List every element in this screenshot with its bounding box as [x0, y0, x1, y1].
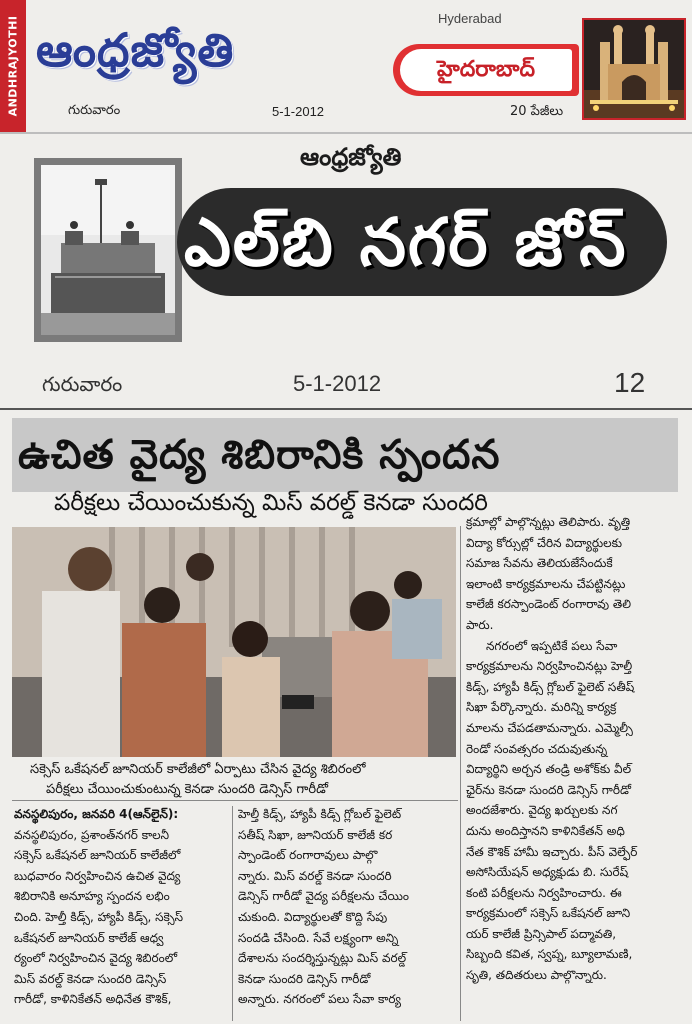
text-line: కంటి పరీక్షలను నిర్వహించారు. ఈ [466, 885, 622, 900]
masthead-divider [0, 132, 692, 134]
masthead-page-count: 20 పేజీలు [510, 104, 564, 119]
photo-caption-line-1: సక్సెస్ ఒకేషనల్ జూనియర్ కాలేజీలో ఏర్పాటు చేసిన వైద్య శిబిరంలో [30, 762, 366, 777]
text-line: విద్యార్థిని అర్చన తండ్రి అశోక్‌కు వీల్ [466, 762, 632, 777]
masthead-date: 5-1-2012 [272, 104, 325, 119]
text-line: అందజేశారు. వైద్య ఖర్చులకు నగ [466, 803, 618, 818]
text-line: ఒకేషనల్ జూనియర్ కాలేజ్ ఆధ్వ [14, 930, 164, 945]
article-column-3 [466, 512, 688, 986]
column-divider-1 [232, 806, 233, 1021]
text-line: న్నారు. మిస్ వరల్డ్ కెనడా సుందరి [238, 868, 392, 883]
masthead-day: గురువారం [68, 103, 121, 118]
page-header-divider [0, 408, 692, 410]
edition-name-english: Hyderabad [438, 11, 502, 26]
text-line: రెండో సంవత్సరం చదువుతున్న [466, 741, 608, 756]
text-line: సక్సెస్ ఒకేషనల్ జూనియర్ కాలేజీలో [14, 848, 181, 863]
text-line: ర్యంలో నిర్వహించిన వైద్య శిబిరంలో [14, 951, 178, 966]
text-line: మిస్ వరల్డ్ కెనడా సుందరి డెన్సిస్ [14, 971, 167, 986]
zone-banner-photo [34, 158, 182, 342]
article-dateline: వనస్థలిపురం, జనవరి 4(ఆన్‌లైన్): [14, 807, 179, 821]
page-date: 5-1-2012 [293, 371, 382, 396]
text-line: సమాజ సేవను తెలియజేసేందుకే [466, 556, 613, 571]
text-line: సిబ్బంది కవిత, స్వప్న, బ్యూలామణి, [466, 947, 633, 962]
text-line: కిడ్స్, హ్యాపీ కిడ్స్ గ్లోబల్ ఫైలెట్ సతీష్ [466, 679, 635, 694]
caption-divider [12, 800, 458, 801]
page-day: గురువారం [42, 372, 123, 396]
text-line: నేత కౌశిక్ హామీ ఇచ్చారు. పీస్ వెల్ఫేర్ [466, 844, 638, 859]
text-line: వనస్థలిపురం, ప్రశాంత్‌నగర్ కాలనీ [14, 827, 170, 842]
text-line: విద్యా కోర్సుల్లో చేరిన విద్యార్థులకు [466, 535, 623, 550]
text-line: క్రమాల్లో పాల్గొన్నట్లు తెలిపారు. వృత్తి [466, 515, 631, 529]
text-line: సృతి, తదితరులు పాల్గొన్నారు. [466, 968, 607, 983]
text-line: సిఖా పేర్కొన్నారు. మరిన్ని కార్యక్ర [466, 700, 617, 715]
text-line: యర్ కాలేజీ ప్రిన్సిపాల్ పద్మావతి, [466, 926, 617, 941]
text-line: శిబిరానికి అనూహ్య స్పందన లభిం [14, 889, 170, 904]
column-divider-2 [460, 526, 461, 1021]
zone-title: ఎల్‌బి నగర్ జోన్ [184, 204, 628, 281]
charminar-photo [582, 18, 686, 120]
text-line: సందడి చేసింది. సేవే లక్ష్యంగా అన్ని [238, 930, 399, 945]
text-line: అసోసియేషన్ అధ్యక్షుడు బి. సురేష్ [466, 865, 629, 880]
article-column-1 [14, 804, 230, 1010]
article-subheadline: పరీక్షలు చేయించుకున్న మిస్ వరల్డ్ కెనడా సుందరి [54, 490, 488, 516]
text-line: ఇలాంటి కార్యక్రమాలను చేపట్టినట్లు [466, 576, 626, 591]
text-line: దును అందిస్తానని కాళినికేతన్ అధి [466, 823, 625, 838]
text-line: హెల్తీ కిడ్స్, హ్యాపీ కిడ్స్ గ్లోబల్ ఫైలెట్ [238, 807, 402, 821]
article-photo [12, 527, 456, 757]
text-line: బుధవారం నిర్వహించిన ఉచిత వైద్య [14, 868, 181, 883]
article-column-2 [238, 804, 456, 1010]
text-line: చింది. హెల్తీ కిడ్స్, హ్యాపీ కిడ్స్, సక్సెస్ [14, 909, 184, 924]
zone-small-logo: ఆంధ్రజ్యోతి [300, 143, 402, 171]
page-number: 12 [614, 367, 646, 398]
text-line: సతీష్ సిఖా, జూనియర్ కాలేజీ కర [238, 827, 393, 842]
text-line: కెనడా సుందరి డెన్సిస్ గారీడో [238, 971, 371, 986]
text-line: కాలేజీ కరస్పాండెంట్ రంగారావు తెలి [466, 597, 632, 612]
text-line: స్పాండెంట్ రంగారావులు పాల్గొ [238, 848, 378, 863]
text-line: నగరంలో ఇప్పటికే పలు సేవా [486, 638, 618, 653]
text-line: ఛైర్‌ను కెనడా సుందరి డెన్సిస్ గారీడో [466, 782, 631, 797]
newspaper-logo: ఆంధ్రజ్యోతి [36, 23, 235, 77]
text-line: కార్యక్రమంలో సక్సెస్ ఒకేషనల్ జూని [466, 906, 631, 921]
side-strip-text: ANDHRAJYOTHI [6, 15, 20, 117]
text-line: కార్యక్రమాలను నిర్వహించినట్లు హెల్తీ [466, 659, 633, 674]
text-line: డెన్సిస్ గారీడో వైద్య పరీక్షలను చేయిం [238, 889, 410, 904]
text-line: గారీడో, కాళినికేతన్ అధినేత కౌశిక్, [14, 992, 172, 1007]
masthead-side-strip [0, 0, 26, 132]
edition-name-telugu: హైదరాబాద్ [400, 49, 572, 91]
text-line: దేశాలను సందర్శిస్తున్నట్లు మిస్ వరల్డ్ [238, 951, 407, 966]
text-line: అన్నారు. నగరంలో పలు సేవా కార్య [238, 992, 401, 1007]
text-line: చుకుంది. విద్యార్థులతో కొద్ది సేపు [238, 909, 388, 924]
article-headline: ఉచిత వైద్య శిబిరానికి స్పందన [18, 432, 501, 478]
photo-caption-line-2: పరీక్షలు చేయించుకుంటున్న కెనడా సుందరి డెన్సిస్ గారీడో [46, 782, 329, 797]
text-line: పారు. [466, 617, 494, 632]
text-line: మాలను చేపడతామన్నారు. ఎమ్మెల్సీ [466, 720, 633, 735]
